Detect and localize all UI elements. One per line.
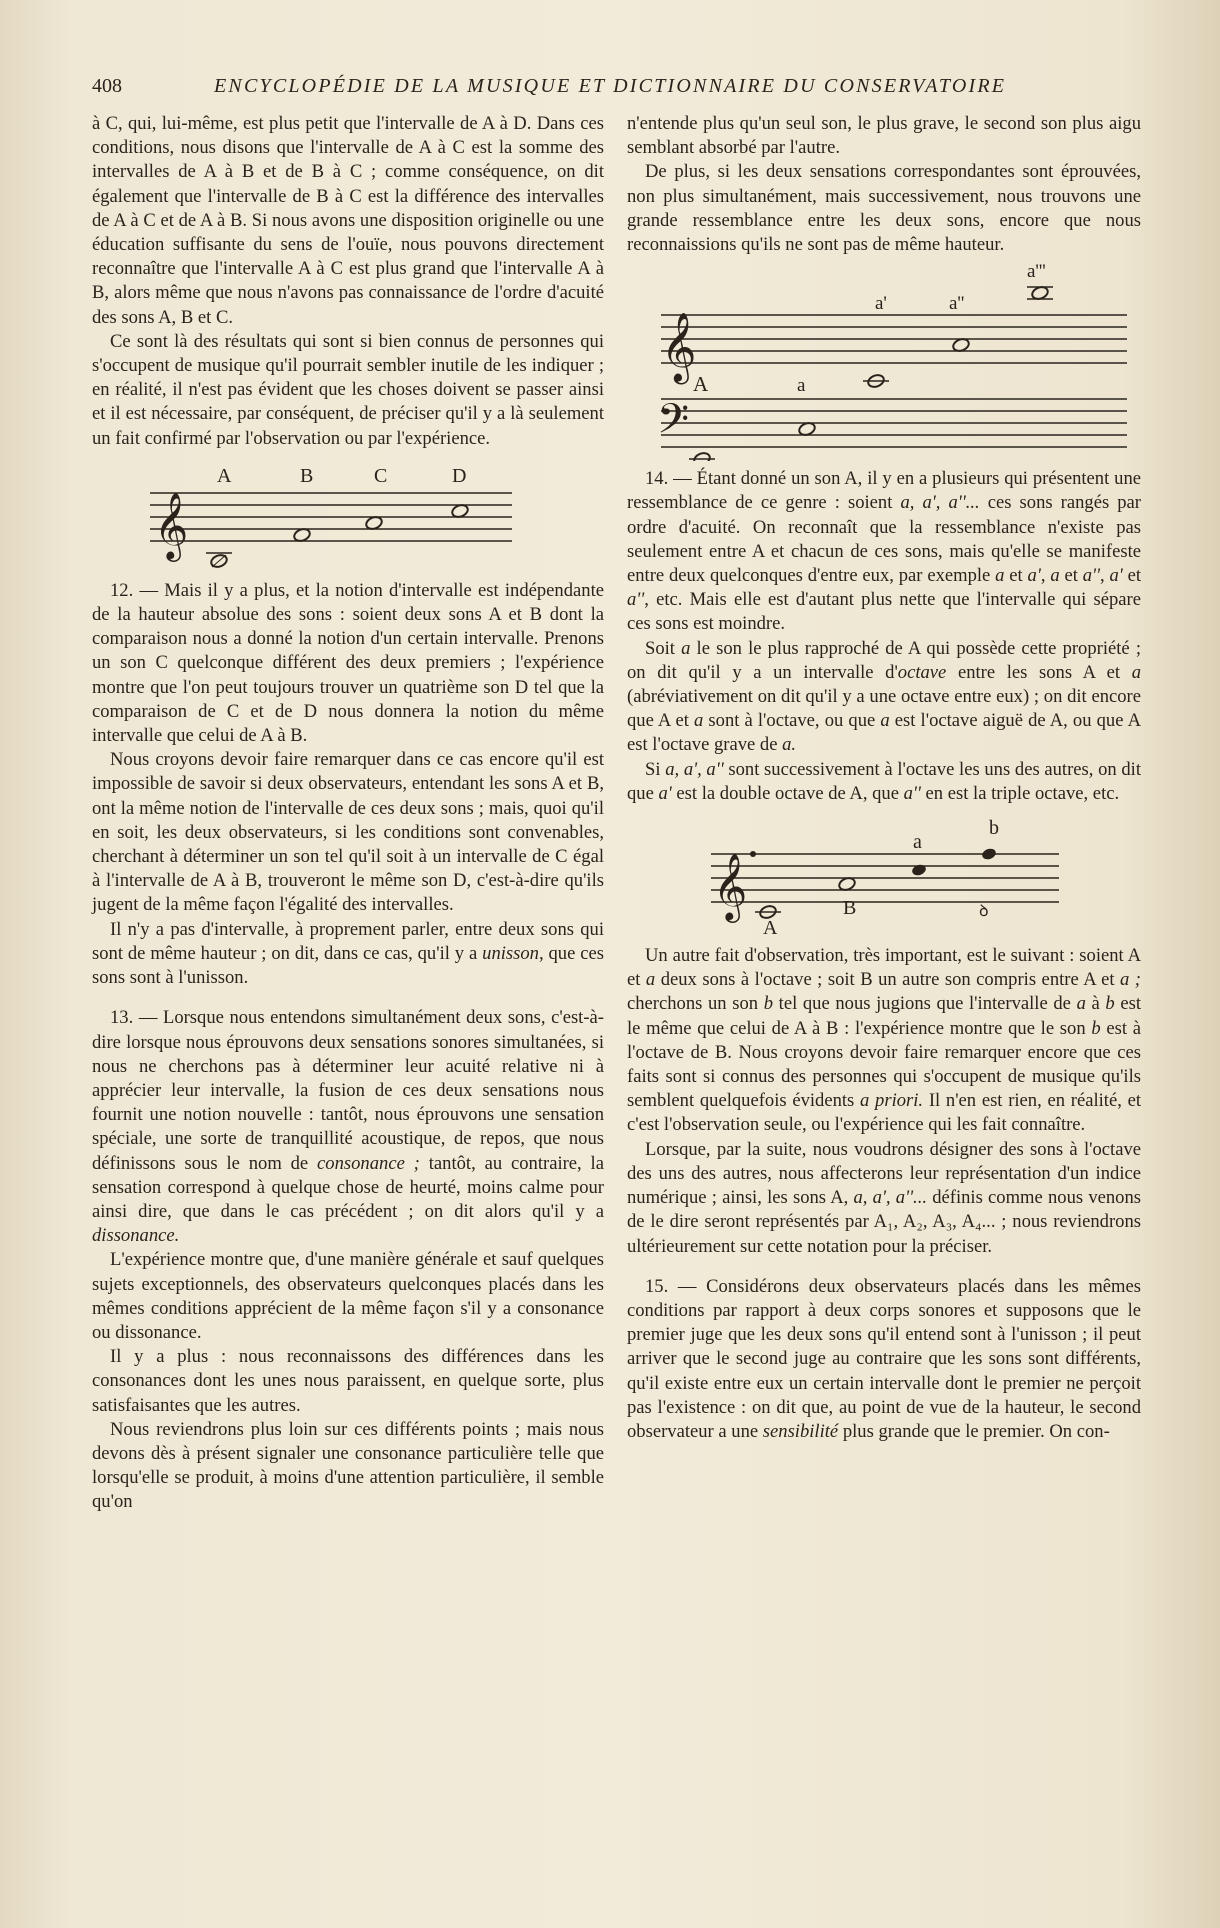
text-run: a, a', a''... (900, 492, 980, 514)
text-run: et (1059, 565, 1083, 587)
text-run: sont à l'octave, ou que (703, 710, 881, 732)
text-run: a (1050, 565, 1060, 587)
paragraph: Nous croyons devoir faire remarquer dans ce cas encore qu'il est impossible de savoir si deux observateurs, entendant les sons A et B, ont la même notion de l'intervalle de ces deux sons ; mais, quoi qu'il en soit, les deux observateurs, si les conditions sont convenables, cherchant à déterminer un son tel qu'il soit à un intervalle de C égal à l'intervalle de A à B, trouveront le même son D, c'est-à-dire qu'ils jugent de la même façon l'égalité des intervalles. (92, 749, 604, 916)
text-run: Il n'en est rien, en réalité, et c'est l'observation seule, ou l'expérience qui les fait connaître. (627, 1090, 1141, 1136)
text-run: unisson, (482, 942, 544, 964)
text-run: a'' (627, 589, 645, 611)
text-run: ces sons rangés par ordre d'acuité. On reconnaît que la ressemblance n'existe pas seulement entre A et chacun de ces sons, mais qu'elle se manifeste entre deux quelconques d'entre eux, par exemple (627, 492, 1142, 587)
text-run: a priori. (860, 1090, 924, 1112)
paragraph: n'entende plus qu'un seul son, le plus grave, le second son plus aigu semblant absorbé par l'autre. (627, 113, 1141, 159)
paragraph (92, 918, 604, 991)
filled-note-b (981, 847, 998, 861)
figure-octaves (627, 263, 1141, 461)
treble-clef-icon: 𝄞 (661, 314, 697, 381)
text-run: a (681, 637, 691, 659)
note-label: A (217, 464, 232, 487)
text-run: a (995, 565, 1005, 587)
text-run: définis comme nous venons de le dire seront représentés par A₁, A₂, A₃, A₄... ; nous reviendrons ultérieurement sur cette notation pour la préciser. (627, 1187, 1141, 1257)
text-run: a (645, 969, 656, 991)
paragraph (627, 637, 1141, 758)
text-run: est à l'octave de B. Nous croyons devoir faire remarquer encore que ces faits sont si connus des personnes qui s'occupent de musique qu'ils semblent quelquefois évidents (627, 1017, 1141, 1112)
paragraph: à C, qui, lui-même, est plus petit que l'intervalle de A à D. Dans ces conditions, nous disons que l'intervalle de A à C est la somme des intervalles de A à B et de B à C ; comme conséquence, on dit également que l'intervalle de B à C est la différence des intervalles de A à C et de A à B. Si nous avons une disposition originelle ou une éducation suffisante du sens de l'ouïe, nous pouvons directement reconnaître que l'intervalle A à C est plus grand que l'intervalle A à B, alors même que nous n'avons pas connaissance de l'ordre d'acuité des sons A, B et C. (92, 113, 604, 328)
paragraph (627, 758, 1141, 806)
left-column (92, 112, 604, 1515)
text-run: — Lorsque nous entendons simultanément deux sons, c'est-à-dire lorsque nous éprouvons deux sensations sonores simultanées, si nous ne cherchons pas à déterminer leur acuité relative ni à apprécier leur intervalle, la fusion de ces deux sensations nous fournit une notion nouvelle : tantôt, nous éprouvons une sensation spéciale, une sorte de tranquillité acoustique, de repos, que nous définissons sous le nom de (92, 1007, 604, 1174)
right-column (627, 112, 1141, 1444)
text-run: a, a', a''... (853, 1187, 927, 1209)
text-run: est le même que celui de A à B : l'expérience montre que le son (627, 993, 1141, 1039)
text-run: b (1091, 1017, 1101, 1039)
text-run: b (1105, 993, 1115, 1015)
text-run: a (1131, 661, 1141, 683)
grand-staff-figure (627, 263, 1141, 461)
figure-abcd (92, 457, 604, 573)
text-run: a'' (1082, 565, 1100, 587)
figure-ab-octave (627, 812, 1141, 938)
staff-figure-ab (627, 812, 1141, 938)
note-label: a''' (1027, 263, 1046, 283)
text-run: dissonance. (92, 1225, 180, 1247)
text-run: a' (1027, 565, 1041, 587)
section-number: 13. (110, 1007, 134, 1029)
note-label: A (693, 372, 709, 397)
text-run: — Étant donné un son A, il y en a plusieurs qui présentent une ressemblance de ce genre : soient (627, 468, 1141, 514)
text-run: sont successivement à l'octave les uns des autres, on dit que (627, 758, 1141, 804)
text-run: Un autre fait d'observation, très important, est le suivant : soient A et (627, 945, 1141, 991)
section-number: 14. (645, 468, 669, 490)
treble-clef-icon: 𝄞 (154, 492, 189, 558)
text-run: Il n'y a pas d'intervalle, à proprement parler, entre deux sons qui sont de même hauteur ; on dit, dans ce cas, qu'il y a (92, 918, 604, 964)
paragraph-12 (92, 579, 604, 748)
paragraph: Nous reviendrons plus loin sur ces différents points ; mais nous devons dès à présent signaler une consonance particulière telle que lorsqu'elle se produit, à moins d'une attention particulière, il semble qu'on (92, 1418, 604, 1513)
text-run: a. (782, 734, 797, 756)
note-label: a'' (949, 293, 965, 315)
text-run: et (1004, 565, 1028, 587)
paragraph (627, 944, 1141, 1138)
text-run: est la double octave de A, que (671, 782, 904, 804)
text-run: cherchons un son (627, 993, 764, 1015)
text-run: (abréviativement on dit qu'il y a une octave entre eux) ; on dit encore que A et (627, 686, 1141, 732)
text-run: deux sons à l'octave ; soit B un autre son compris entre A et (655, 969, 1120, 991)
text-run: a (880, 710, 890, 732)
text-run: sensibilité (762, 1420, 839, 1442)
paragraph-15 (627, 1275, 1141, 1444)
text-run: , (1040, 565, 1051, 587)
text-run: consonance ; (317, 1152, 420, 1174)
page-header (92, 75, 1142, 105)
text-run: a (1076, 993, 1086, 1015)
paragraph: De plus, si les deux sensations correspondantes sont éprouvées, non plus simultanément, mais successivement, nous trouvons une grande ressemblance entre les deux sons, encore que nous reconnaissions qu'ils ne sont pas de même hauteur. (627, 161, 1141, 256)
text-run: Si (645, 758, 666, 780)
text-run: tel que nous jugions que l'intervalle de (773, 993, 1077, 1015)
text-run: , etc. Mais elle est d'autant plus nette que l'intervalle qui sépare ces sons est moindre. (627, 589, 1141, 635)
text-run: plus grande que le premier. On con- (838, 1420, 1110, 1442)
note-label: a (797, 375, 806, 397)
section-number: 15. (645, 1275, 669, 1297)
text-run: en est la triple octave, etc. (920, 782, 1120, 804)
paragraph-13 (92, 1006, 604, 1248)
text-run: b (763, 993, 774, 1015)
note-label: a' (875, 293, 887, 315)
note-label: C (374, 464, 388, 487)
paragraph-14 (627, 467, 1141, 636)
paragraph: Ce sont là des résultats qui sont si bien connus de personnes qui s'occupent de musique qu'il pourrait sembler inutile de les indiquer ; en réalité, il n'est pas évident que les choses doivent se passer ainsi et il est nécessaire, par conséquent, de préciser qu'il y a là seulement un fait confirmé par l'observation ou par l'expérience. (92, 330, 604, 449)
text-run: entre les sons A et (946, 661, 1132, 683)
text-run: est l'octave aiguë de A, ou que A est l'octave grave de (627, 710, 1141, 756)
svg-text:ꝺ: ꝺ (979, 903, 989, 921)
text-run: , (1100, 565, 1110, 587)
text-run: Soit (645, 637, 682, 659)
text-run: que ces sons sont à l'unisson. (92, 942, 604, 989)
note-label: A (763, 917, 778, 939)
note-label: B (843, 897, 857, 920)
text-run: à (1085, 993, 1106, 1015)
text-run: a, a', a'' (665, 758, 724, 780)
text-run: — Mais il y a plus, et la notion d'intervalle est indépendante de la hauteur absolue des sons : soient deux sons A et B dont la comparaison nous a donné la notion d'un certain intervalle. Prenons un son C quelconque différent des deux premiers ; l'expérience montre que l'on peut toujours trouver un quatrième son D tel que la comparaison de C et de D nous donnera la notion du même intervalle que celui de A à B. (92, 579, 604, 747)
paragraph: Il y a plus : nous reconnaissons des différences dans les consonances dont les unes nous paraissent, en quelque sorte, plus satisfaisantes que les autres. (92, 1346, 604, 1416)
staff-figure-abcd (92, 457, 604, 573)
text-run: a (694, 710, 704, 732)
text-run: le son le plus rapproché de A qui possède cette propriété ; on dit qu'il y a un intervalle d' (627, 637, 1141, 683)
note-label: b (989, 817, 999, 840)
filled-note-B-octave (911, 863, 928, 877)
treble-clef-icon: 𝄞 (713, 854, 748, 920)
text-run: a' (658, 782, 672, 804)
paragraph (627, 1138, 1141, 1259)
note-label: D (452, 464, 467, 487)
text-run: octave (897, 661, 947, 683)
text-run: — Considérons deux observateurs placés dans les mêmes conditions par rapport à deux corps sonores et supposons que le premier juge que les deux sons qu'il entend sont à l'unisson ; il peut arriver que le second juge au contraire que les sons sont différents, qu'il existe entre eux un certain intervalle dont le premier ne perçoit pas l'existence : on dit que, au point de vue de la hauteur, le second observateur a une (627, 1275, 1141, 1442)
note-label: B (300, 464, 314, 487)
section-number: 12. (110, 579, 134, 601)
bass-clef-icon: 𝄢 (657, 396, 690, 453)
note-label: a (913, 831, 922, 854)
text-run: a ; (1120, 969, 1141, 991)
text-run: tantôt, au contraire, la sensation correspond à quelque chose de heurté, moins calme pour ainsi dire, que dans le cas précédent ; on dit alors qu'il y a (92, 1152, 604, 1222)
text-run: Lorsque, par la suite, nous voudrons désigner des sons à l'octave des uns des autres, nous affecterons leur représentation d'un indice numérique ; ainsi, les sons A, (627, 1138, 1141, 1209)
text-run: a' (1109, 565, 1123, 587)
page-number: 408 (92, 75, 122, 97)
text-run: et (1122, 565, 1142, 587)
paragraph: L'expérience montre que, d'une manière générale et sauf quelques sujets exceptionnels, des observateurs quelconques placés dans les mêmes conditions apprécient de la même façon s'il y a consonance ou dissonance. (92, 1249, 604, 1343)
running-title: ENCYCLOPÉDIE DE LA MUSIQUE ET DICTIONNAIRE DU CONSERVATOIRE (214, 75, 1007, 97)
text-run: a'' (903, 782, 921, 804)
